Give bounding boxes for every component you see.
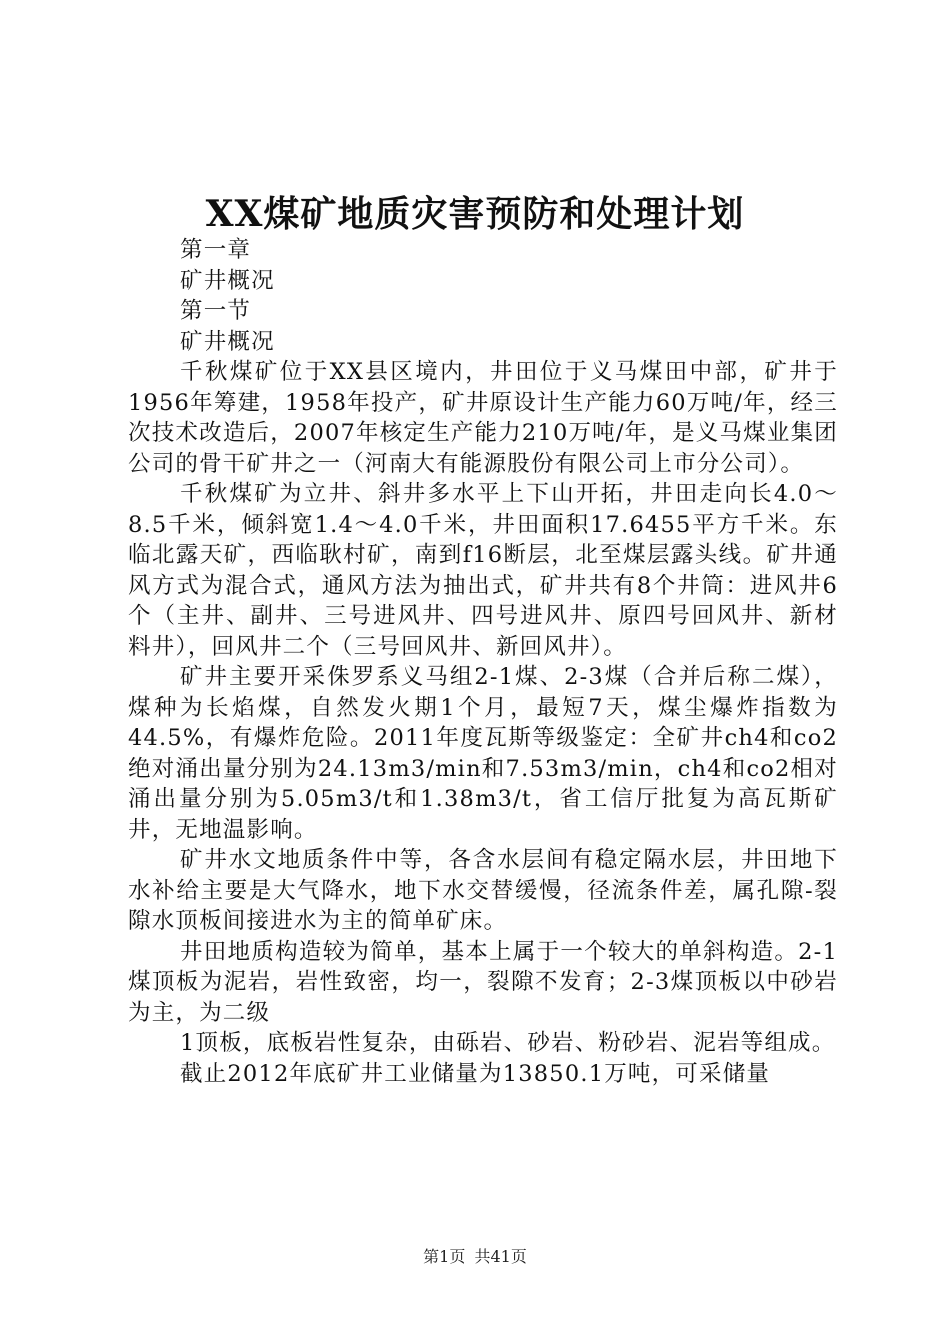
paragraph-development: 千秋煤矿为立井、斜井多水平上下山开拓，井田走向长4.0～8.5千米，倾斜宽1.4～4.0千米，井田面积17.6455平方千米。东临北露天矿，西临耿村矿，南到f16断层，北至煤层露头线。矿井通风方式为混合式，通风方法为抽出式，矿井共有8个井筒：进风井6个（主井、副井、三号进风井、四号进风井、原四号回风井、新材料井），回风井二个（三号回风井、新回风井）。: [128, 481, 838, 660]
section-title: 矿井概况: [180, 328, 275, 355]
page-number: 第1页: [423, 1247, 466, 1266]
page-title: XX煤矿地质灾害预防和处理计划: [205, 193, 745, 235]
document-body: [128, 235, 838, 1089]
total-pages: 共41页: [474, 1247, 527, 1266]
chapter-heading: 第一章: [180, 237, 252, 263]
paragraph-mine-location: 千秋煤矿位于XX县区境内，井田位于义马煤田中部，矿井于1956年筹建，1958年投产，矿井原设计生产能力60万吨/年，经三次技术改造后，2007年核定生产能力210万吨/年，是义马煤业集团公司的骨干矿井之一（河南大有能源股份有限公司上市分公司）。: [128, 359, 838, 477]
paragraph-roof-floor: 1顶板，底板岩性复杂，由砾岩、砂岩、粉砂岩、泥岩等组成。: [180, 1030, 836, 1056]
paragraph-reserves: 截止2012年底矿井工业储量为13850.1万吨，可采储量: [180, 1060, 771, 1087]
paragraph-hydrogeology: 矿井水文地质条件中等，各含水层间有稳定隔水层，井田地下水补给主要是大气降水，地下水交替缓慢，径流条件差，属孔隙-裂隙水顶板间接进水为主的简单矿床。: [128, 847, 838, 934]
paragraph-coal-seams: 矿井主要开采侏罗系义马组2-1煤、2-3煤（合并后称二煤），煤种为长焰煤，自然发火期1个月，最短7天，煤尘爆炸指数为44.5%，有爆炸危险。2011年度瓦斯等级鉴定：全矿井ch4和co2绝对涌出量分别为24.13m3/min和7.53m3/min，ch4和co2相对涌出量分别为5.05m3/t和1.38m3/t，省工信厅批复为高瓦斯矿井，无地温影响。: [128, 664, 838, 843]
page-footer: [0, 1244, 950, 1267]
paragraph-structure: 井田地质构造较为简单，基本上属于一个较大的单斜构造。2-1煤顶板为泥岩，岩性致密，均一，裂隙不发育；2-3煤顶板以中砂岩为主，为二级: [128, 938, 838, 1026]
section-heading: 第一节: [180, 298, 252, 324]
chapter-title: 矿井概况: [180, 267, 275, 294]
